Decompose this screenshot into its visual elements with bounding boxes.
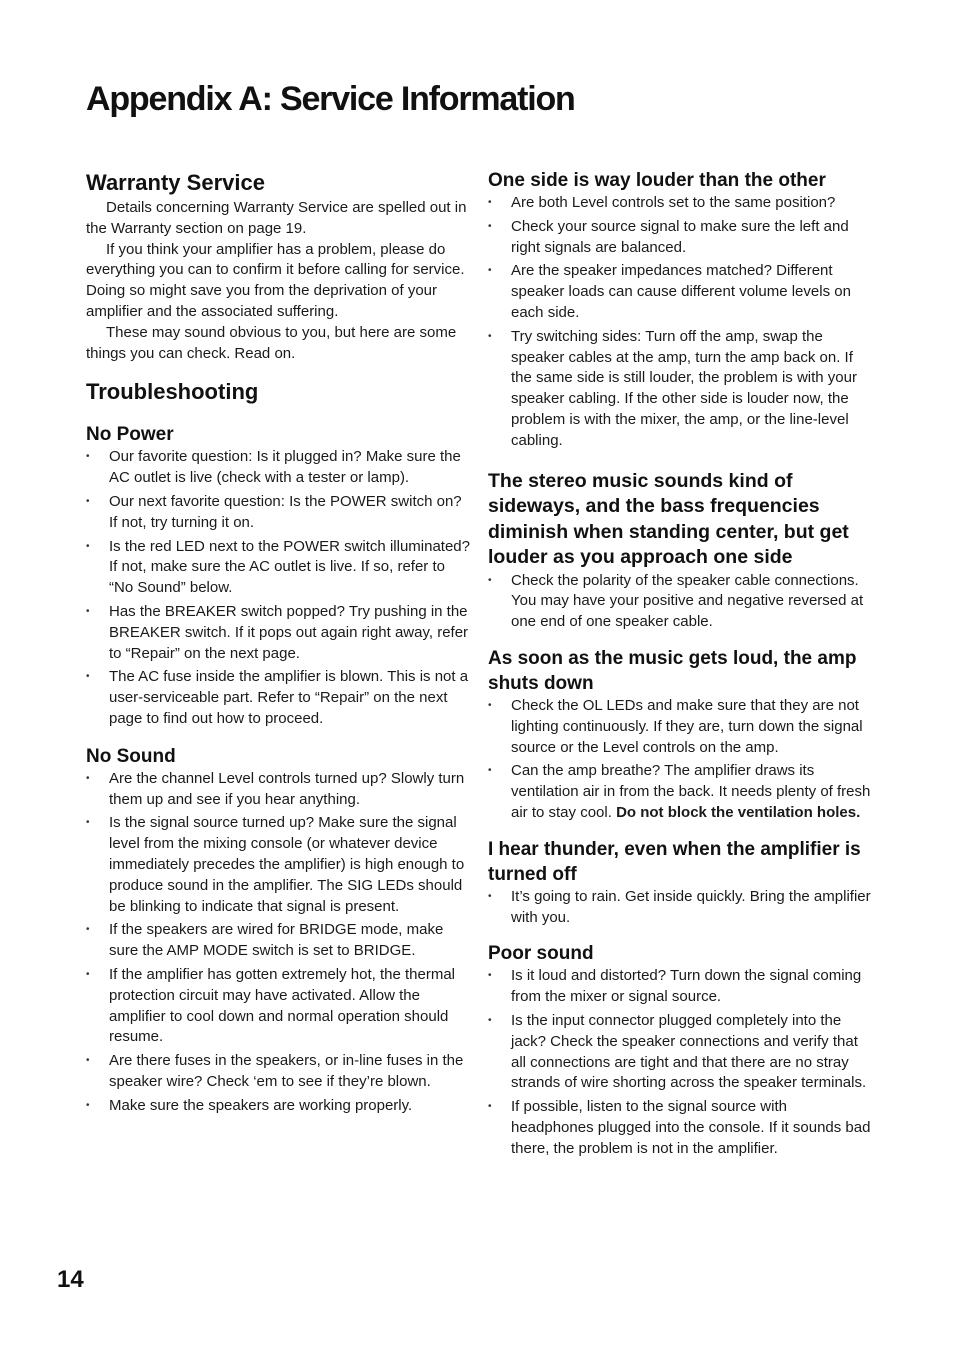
list-item: • Make sure the speakers are working properly.: [86, 1096, 470, 1117]
poor-sound-section: [488, 941, 872, 1159]
list-item: [488, 761, 872, 823]
list-item: • Are the speaker impedances matched? Different speaker loads can cause different volume levels on each side.: [488, 261, 872, 323]
right-column: [488, 168, 872, 1163]
list-item: • Our next favorite question: Is the POWER switch on? If not, try turning it on.: [86, 492, 470, 534]
list-item: • Is the signal source turned up? Make sure the signal level from the mixing console (or whatever device immediately precedes the amplifier) is high enough to produce sound in the amplifier. The SIG LEDs should be blinking to indicate that signal is present.: [86, 813, 470, 917]
list-item: • Are both Level controls set to the same position?: [488, 193, 872, 214]
list-item: • Is the red LED next to the POWER switch illuminated? If not, make sure the AC outlet is live. If so, refer to “No Sound” below.: [86, 537, 470, 599]
warranty-section: [86, 168, 470, 364]
warranty-paragraph: These may sound obvious to you, but here are some things you can check. Read on.: [86, 323, 457, 362]
page-number: 14: [57, 1266, 84, 1293]
list-item: • If the amplifier has gotten extremely hot, the thermal protection circuit may have activated. Allow the amplifier to cool down and normal operation should resume.: [86, 965, 470, 1048]
thunder-section: [488, 837, 872, 929]
thunder-list: [488, 887, 872, 929]
list-item: • Has the BREAKER switch popped? Try pushing in the BREAKER switch. If it pops out again right away, refer to “Repair” on the next page.: [86, 602, 470, 664]
list-item: • If the speakers are wired for BRIDGE mode, make sure the AMP MODE switch is set to BRIDGE.: [86, 920, 470, 962]
warning-text: Do not block the ventilation holes.: [616, 803, 861, 821]
shuts-down-heading: As soon as the music gets loud, the amp shuts down: [488, 647, 857, 694]
one-side-section: [488, 168, 872, 452]
shuts-down-list: [488, 696, 872, 824]
poor-sound-list: [488, 966, 872, 1159]
warranty-heading: Warranty Service: [86, 170, 265, 195]
stereo-heading: The stereo music sounds kind of sideways, and the bass frequencies diminish when standing center, but get louder as you approach one side: [488, 469, 849, 569]
stereo-section: [488, 469, 872, 633]
poor-sound-heading: Poor sound: [488, 943, 594, 965]
list-item: • Are the channel Level controls turned up? Slowly turn them up and see if you hear anything.: [86, 769, 470, 811]
list-item: • Our favorite question: Is it plugged in? Make sure the AC outlet is live (check with a tester or lamp).: [86, 447, 470, 489]
list-item: • Check the polarity of the speaker cable connections. You may have your positive and negative reversed at one end of one speaker cable.: [488, 571, 872, 633]
list-item: • Is it loud and distorted? Turn down the signal coming from the mixer or signal source.: [488, 966, 872, 1008]
no-sound-list: [86, 769, 470, 1117]
shuts-down-section: [488, 646, 872, 824]
no-sound-section: [86, 744, 470, 1117]
page-title: Appendix A: Service Information: [86, 80, 575, 118]
list-item: • Check the OL LEDs and make sure that they are not lighting continuously. If they are, turn down the signal source or the Level controls on the amp.: [488, 696, 872, 758]
no-power-heading: No Power: [86, 424, 174, 446]
list-item: • The AC fuse inside the amplifier is blown. This is not a user-serviceable part. Refer to “Repair” on the next page to find out how to proceed.: [86, 667, 470, 729]
left-column: [86, 168, 470, 1119]
warranty-paragraph: Details concerning Warranty Service are spelled out in the Warranty section on page 19.: [86, 199, 467, 237]
list-item: • If possible, listen to the signal source with headphones plugged into the console. If it sounds bad there, the problem is not in the amplifier.: [488, 1097, 872, 1159]
list-item: • Is the input connector plugged completely into the jack? Check the speaker connections and verify that all connections are tight and that there are no stray strands of wire shorting across the speaker terminals.: [488, 1011, 872, 1094]
list-item: • Are there fuses in the speakers, or in-line fuses in the speaker wire? Check ‘em to see if they’re blown.: [86, 1051, 470, 1093]
thunder-heading: I hear thunder, even when the amplifier is turned off: [488, 838, 861, 885]
list-item: • Try switching sides: Turn off the amp, swap the speaker cables at the amp, turn the amp back on. If the same side is still louder, the problem is with your speaker cabling. If the other side is louder now, the problem is with the mixer, the amp, or the line-level cabling.: [488, 327, 872, 452]
list-item: • It’s going to rain. Get inside quickly. Bring the amplifier with you.: [488, 887, 872, 929]
list-item-text: Can the amp breathe? The amplifier draws its ventilation air in from the back. It needs plenty of fresh air to stay cool.: [511, 762, 871, 821]
troubleshooting-heading: Troubleshooting: [86, 379, 259, 405]
no-sound-heading: No Sound: [86, 745, 176, 767]
warranty-paragraph: If you think your amplifier has a problem, please do everything you can to confirm it before calling for service. Doing so might save you from the deprivation of your amplifier and the associated suffering.: [86, 240, 465, 320]
no-power-list: [86, 447, 470, 729]
stereo-list: [488, 571, 872, 633]
one-side-list: [488, 193, 872, 452]
one-side-heading: One side is way louder than the other: [488, 170, 826, 191]
no-power-section: [86, 422, 470, 729]
list-item: • Check your source signal to make sure the left and right signals are balanced.: [488, 217, 872, 259]
